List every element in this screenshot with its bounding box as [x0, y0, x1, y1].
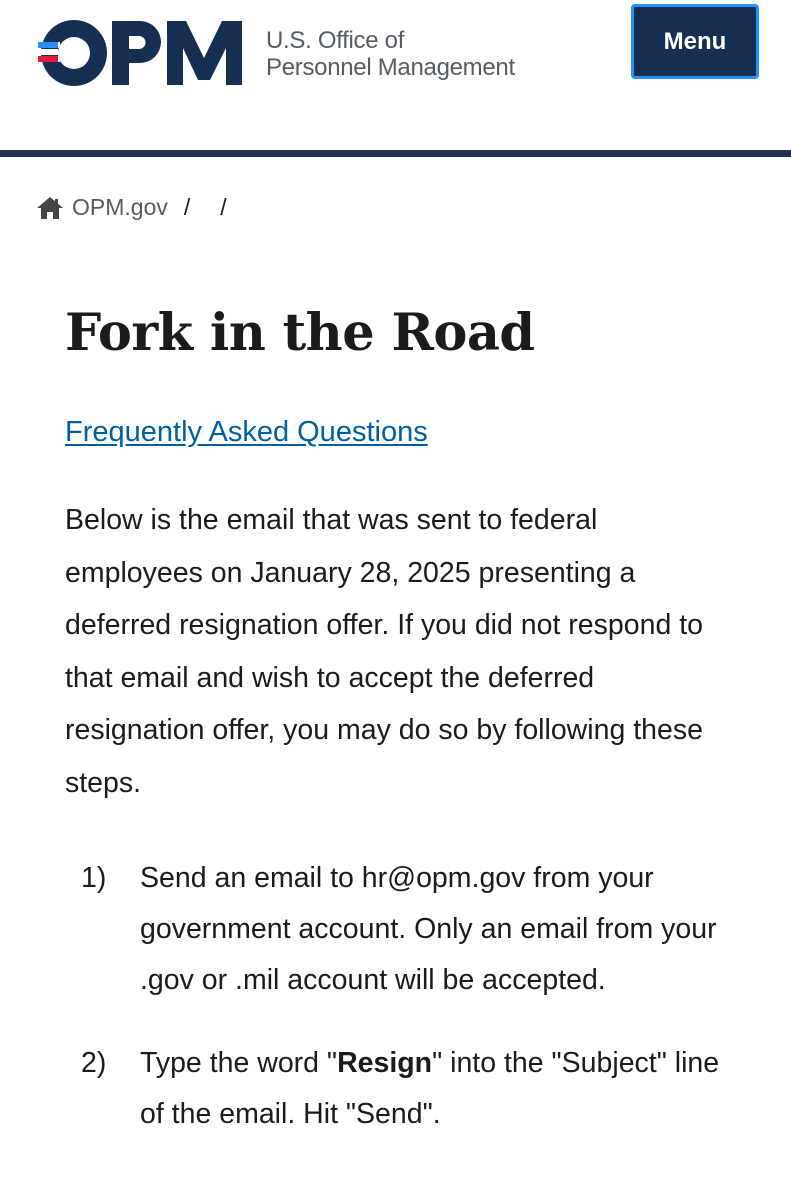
breadcrumb-separator: / [183, 194, 191, 220]
faq-link[interactable]: Frequently Asked Questions [65, 416, 428, 448]
agency-name[interactable] [266, 27, 515, 81]
breadcrumb-separator: / [220, 194, 227, 220]
page-title: Fork in the Road [65, 303, 535, 363]
main-content [65, 300, 745, 1172]
step-text-before: Type the word " [140, 1047, 338, 1079]
steps-list [65, 853, 745, 1140]
opm-logo[interactable] [38, 18, 244, 88]
home-icon [36, 196, 64, 220]
step-text-bold: Resign [337, 1047, 433, 1079]
menu-button[interactable]: Menu [631, 4, 759, 79]
step-text-after: " into the "Subject" line of the email. Hit "Send". [140, 1047, 720, 1130]
step-number: 1) [81, 862, 107, 894]
step-text [140, 1038, 720, 1140]
agency-name-line1: U.S. Office of [266, 27, 405, 54]
step-text: Send an email to hr@opm.gov from your government account. Only an email from your .gov or .mil account will be accepted. [140, 862, 717, 996]
intro-paragraph: Below is the email that was sent to federal employees on January 28, 2025 presenting a deferred resignation offer. If you did not respond to that email and wish to accept the deferred resignation offer, you may do so by following these steps. [65, 504, 703, 799]
site-header [0, 0, 791, 152]
step-number: 2) [81, 1047, 107, 1079]
list-item [65, 1038, 745, 1140]
header-divider [0, 150, 791, 157]
breadcrumb [36, 194, 227, 221]
breadcrumb-home-link[interactable]: OPM.gov [72, 194, 168, 220]
list-item [65, 853, 745, 1006]
agency-name-line2: Personnel Management [266, 54, 515, 81]
